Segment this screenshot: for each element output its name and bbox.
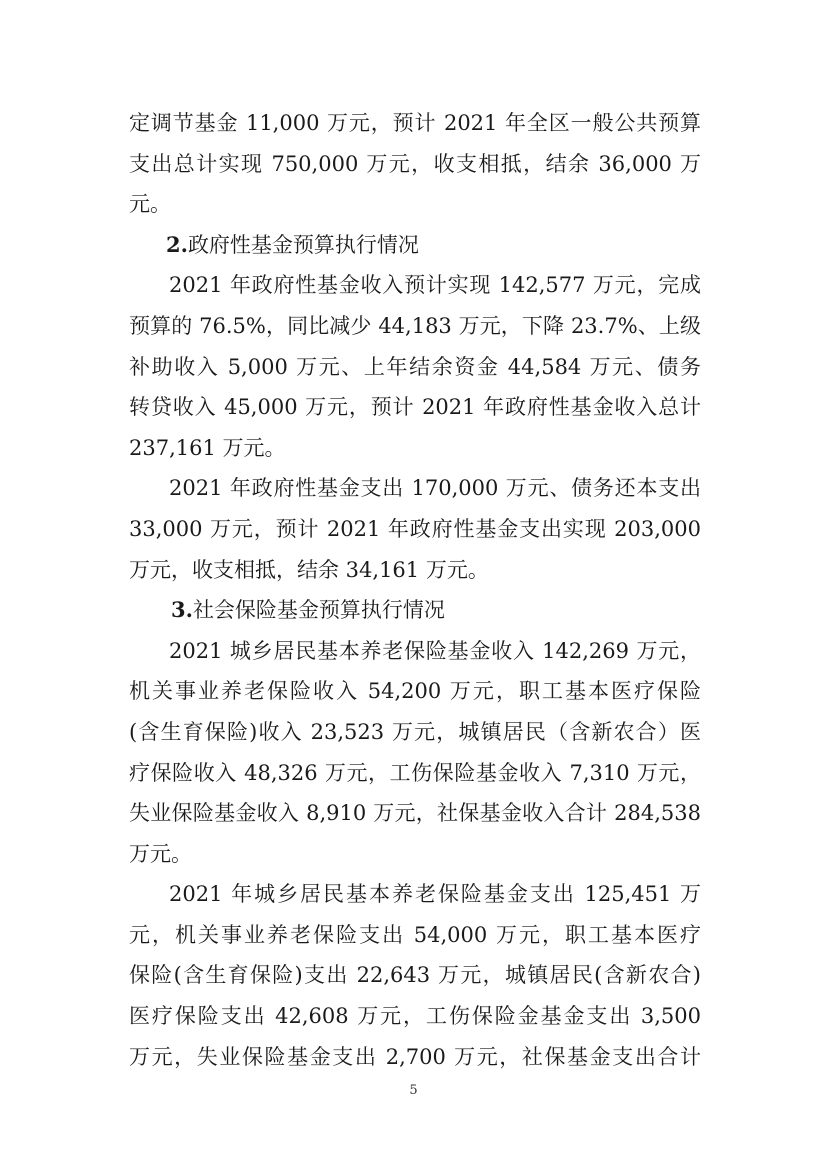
- section2-heading-text: 政府性基金预算执行情况: [187, 232, 419, 257]
- section3-heading-number: 3.: [171, 597, 193, 623]
- text-line: 元，机关事业养老保险支出 54,000 万元，职工基本医疗: [129, 922, 701, 947]
- section2-heading: [129, 225, 701, 266]
- text-line: 预算的 76.5%，同比减少 44,183 万元，下降 23.7%、上级: [129, 313, 701, 338]
- text-line: 33,000 万元，预计 2021 年政府性基金支出实现 203,000: [129, 516, 701, 541]
- body-text: [129, 103, 701, 1077]
- section2-heading-number: 2.: [166, 231, 188, 257]
- text-line: 定调节基金 11,000 万元，预计 2021 年全区一般公共预算: [129, 111, 701, 135]
- text-line: 保险(含生育保险)支出 22,643 万元，城镇居民(含新农合): [129, 963, 701, 988]
- section2-paragraph-income: [129, 265, 701, 468]
- text-line: 转贷收入 45,000 万元，预计 2021 年政府性基金收入总计: [129, 395, 701, 420]
- text-line: 机关事业养老保险收入 54,200 万元，职工基本医疗保险: [129, 679, 701, 704]
- text-line: (含生育保险)收入 23,523 万元，城镇居民（含新农合）医: [129, 719, 701, 744]
- text-line: 2021 城乡居民基本养老保险基金收入 142,269 万元，: [169, 638, 701, 663]
- section2-paragraph-expenditure: [129, 468, 701, 590]
- text-line: 失业保险基金收入 8,910 万元，社保基金收入合计 284,538: [129, 801, 701, 826]
- text-line: 2021 年政府性基金支出 170,000 万元、债务还本支出: [169, 476, 701, 501]
- text-line: 2021 年城乡居民基本养老保险基金支出 125,451 万: [169, 882, 701, 907]
- section3-heading-text: 社会保险基金预算执行情况: [192, 598, 445, 623]
- text-line: 万元，失业保险基金支出 2,700 万元，社保基金支出合计: [129, 1044, 701, 1069]
- section3-heading: [129, 590, 701, 631]
- text-line: 万元，收支相抵，结余 34,161 万元。: [129, 557, 489, 582]
- text-line: 237,161 万元。: [129, 435, 286, 460]
- text-line: 2021 年政府性基金收入预计实现 142,577 万元，完成: [169, 273, 701, 298]
- text-line: 万元。: [129, 841, 192, 866]
- section1-tail-paragraph: [129, 103, 701, 225]
- text-line: 元。: [129, 192, 171, 217]
- text-line: 补助收入 5,000 万元、上年结余资金 44,584 万元、债务: [129, 354, 701, 379]
- text-line: 支出总计实现 750,000 万元，收支相抵，结余 36,000 万: [129, 151, 701, 176]
- section3-paragraph-expenditure: [129, 874, 701, 1077]
- section3-paragraph-income: [129, 631, 701, 875]
- page-number: 5: [409, 1083, 418, 1098]
- text-line: 疗保险收入 48,326 万元，工伤保险基金收入 7,310 万元，: [129, 760, 701, 785]
- text-line: 医疗保险支出 42,608 万元，工伤保险金基金支出 3,500: [129, 1004, 701, 1029]
